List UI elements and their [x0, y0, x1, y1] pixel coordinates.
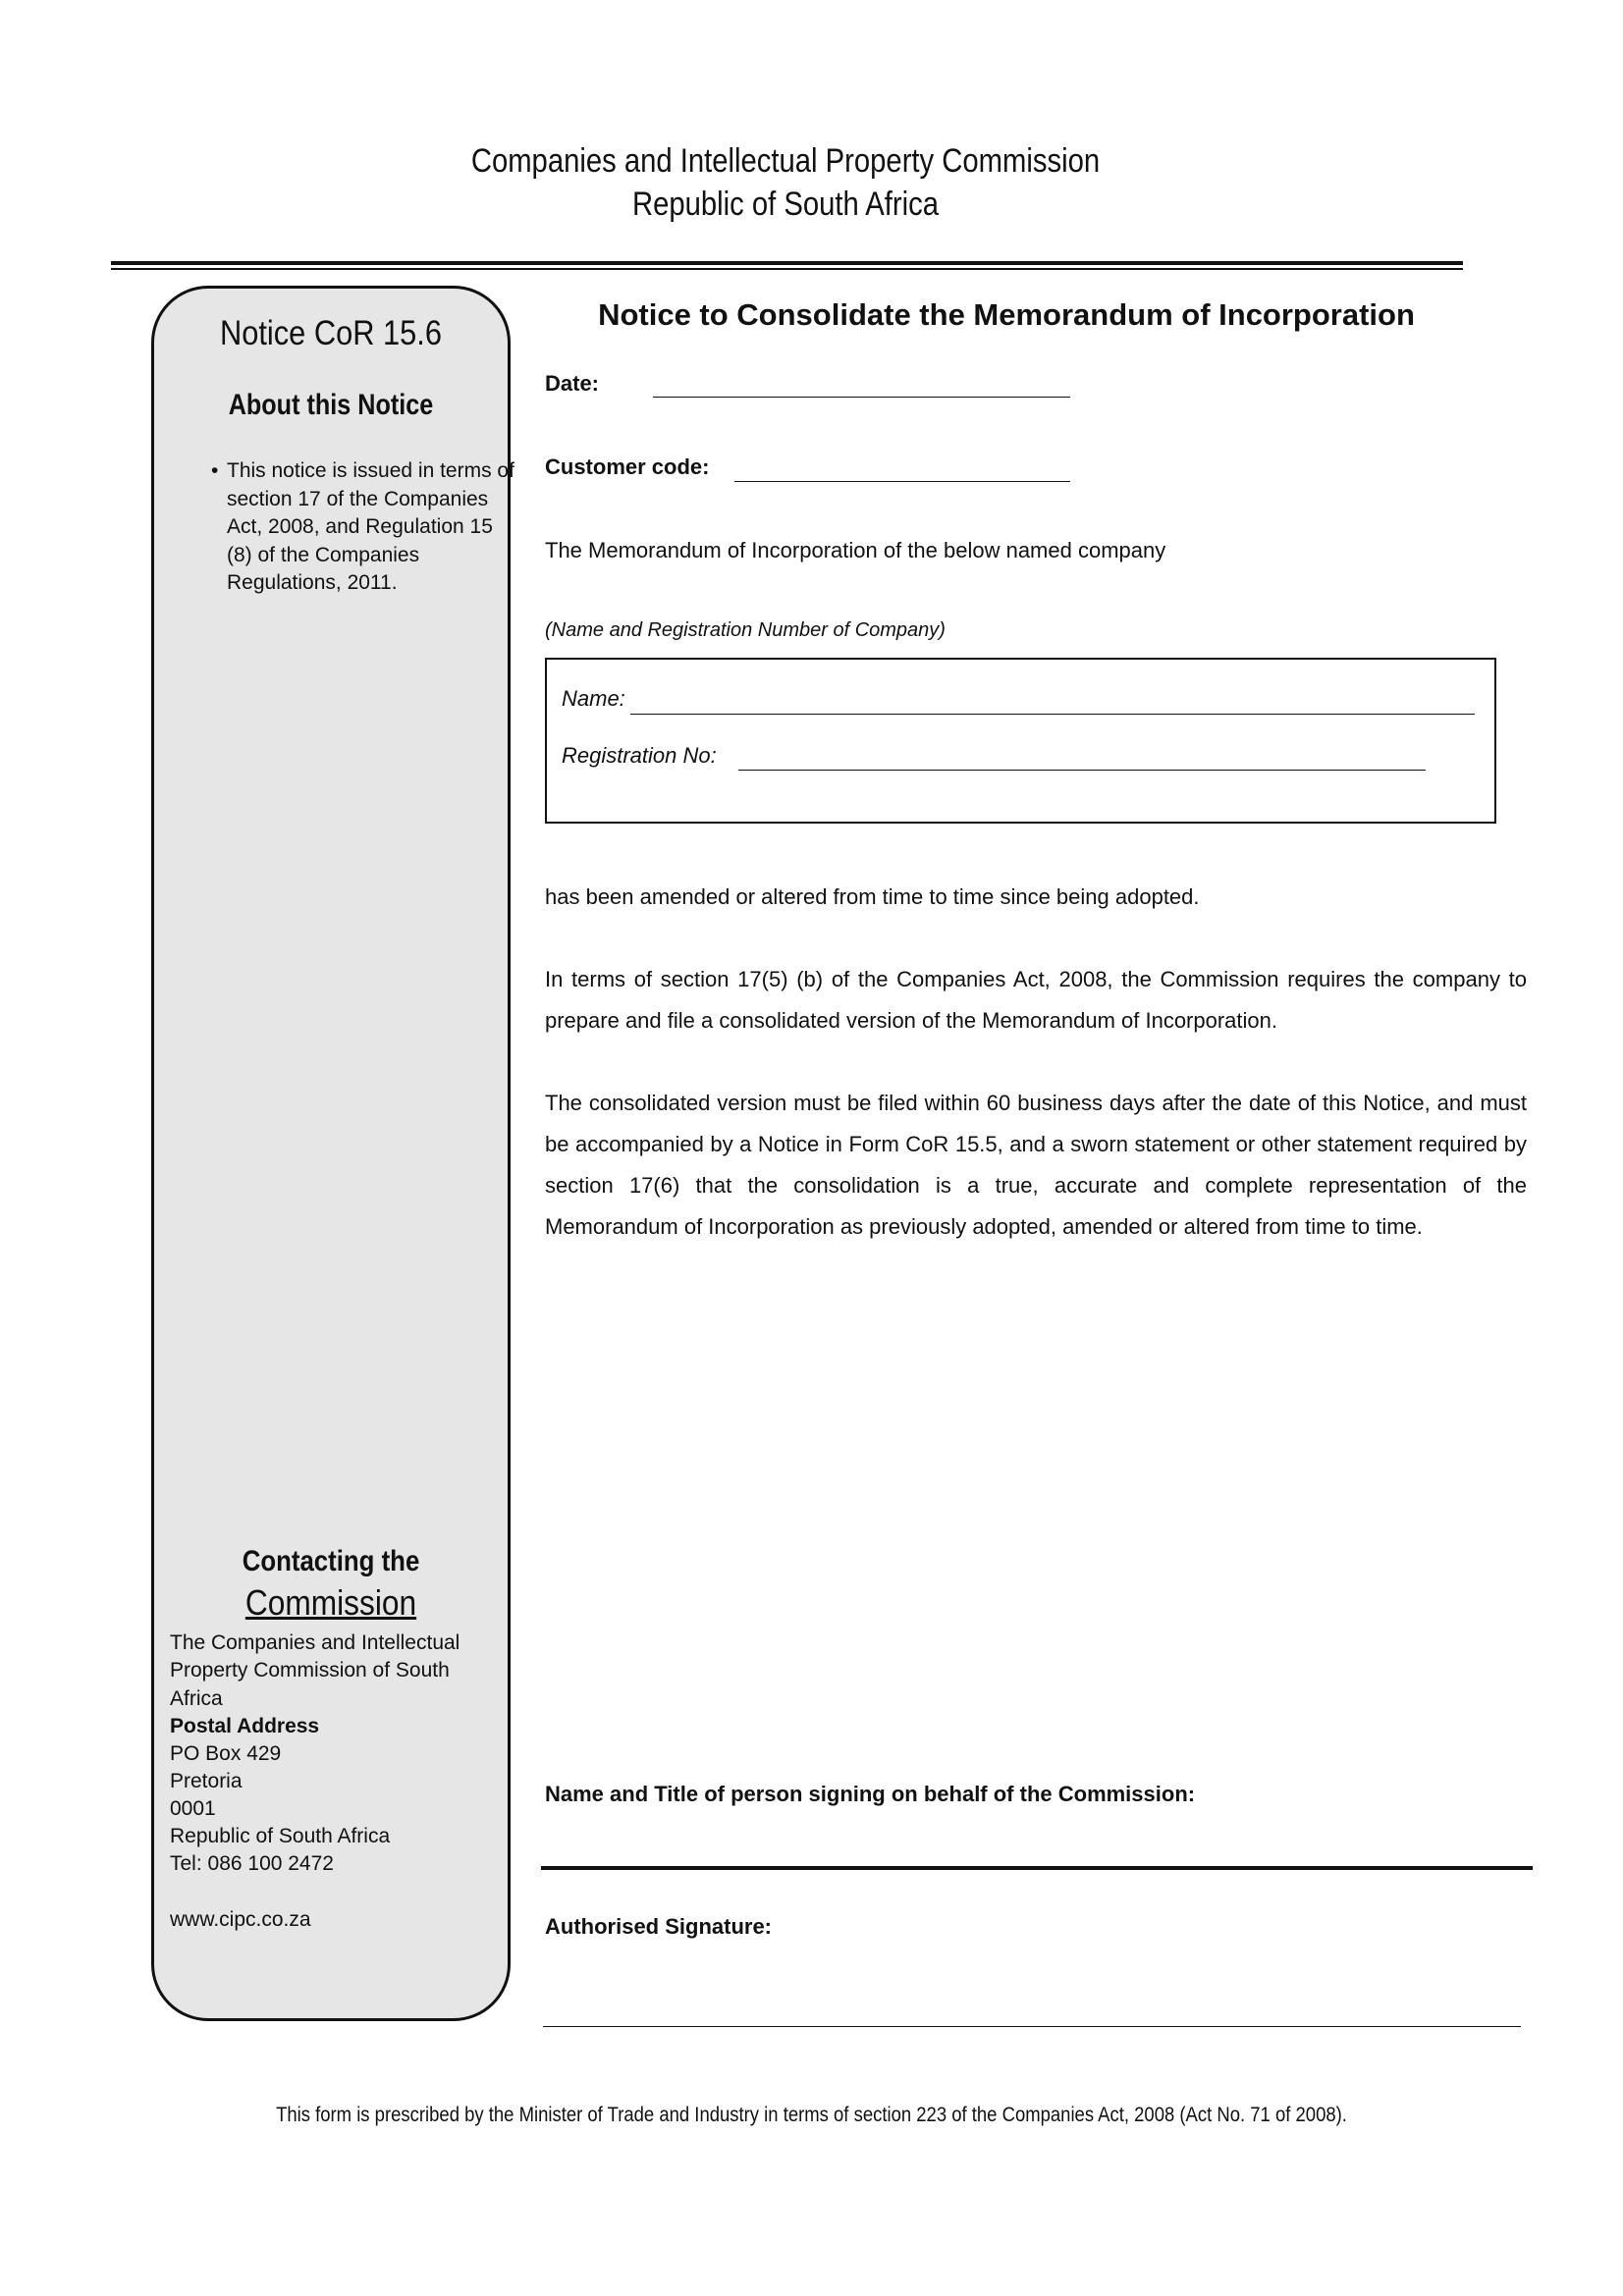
footer-text: This form is prescribed by the Minister of Trade and Industry in terms of section 223 of the Companies Act, 2008 (Act No. 71 of 2008). [276, 2104, 1347, 2126]
date-label: Date: [545, 371, 600, 396]
signer-label: Name and Title of person signing on behalf of the Commission: [545, 1782, 1196, 1806]
signature-label: Authorised Signature: [545, 1914, 773, 1939]
page-title: Notice to Consolidate the Memorandum of Incorporation [598, 297, 1415, 332]
postal-line: Tel: 086 100 2472 [170, 1852, 334, 1875]
notice-title: Notice CoR 15.6 [220, 314, 442, 352]
amended-text: has been amended or altered from time to time since being adopted. [545, 884, 1200, 909]
company-name-label: Name: [562, 686, 625, 711]
contact-heading-commission: Commission [244, 1582, 417, 1623]
header-line-2: Republic of South Africa [631, 186, 940, 223]
customer-code-label: Customer code: [545, 454, 710, 479]
contact-org-line-2: Property Commission of South Africa [170, 1659, 450, 1710]
header-rule-thin [111, 268, 1463, 270]
about-bullet-text: This notice is issued in terms of section 17 of the Companies Act, 2008, and Regulation 15 (8) of the Companies Regulations, 2011. [227, 459, 514, 594]
paragraph-consolidation: The consolidated version must be filed within 60 business days after the date of this Notice, and must be accompanied by a Notice in Form CoR 15.5, and a sworn statement or other statement required by section 17(6) that the consolidation is a true, accurate and complete representation of the Memorandum of Incorporation as previously adopted, amended or altered from time to time. [545, 1091, 1527, 1239]
website-link[interactable]: www.cipc.co.za [170, 1908, 311, 1931]
customer-code-field[interactable] [734, 481, 1070, 482]
about-heading: About this Notice [228, 389, 434, 421]
postal-line: PO Box 429 [170, 1742, 282, 1765]
company-details-box [545, 658, 1496, 824]
sidebar-panel [151, 286, 514, 2021]
registration-label: Registration No: [562, 743, 717, 768]
signer-field[interactable] [541, 1866, 1533, 1870]
registration-field[interactable] [738, 770, 1426, 771]
company-name-field[interactable] [630, 714, 1475, 715]
postal-line: Republic of South Africa [170, 1825, 391, 1847]
paragraph-section-17-5: In terms of section 17(5) (b) of the Companies Act, 2008, the Commission requires the company to prepare and file a consolidated version of the Memorandum of Incorporation. [545, 967, 1527, 1033]
company-note: (Name and Registration Number of Company) [545, 619, 946, 641]
intro-text: The Memorandum of Incorporation of the below named company [545, 538, 1166, 562]
date-field[interactable] [653, 397, 1070, 398]
postal-line: Pretoria [170, 1770, 243, 1792]
about-bullet [211, 457, 525, 634]
contact-org-line-1: The Companies and Intellectual [170, 1631, 460, 1654]
signature-field[interactable] [543, 2026, 1521, 2027]
postal-heading: Postal Address [170, 1715, 320, 1737]
header-line-1: Companies and Intellectual Property Commission [470, 142, 1101, 180]
contact-heading: Contacting the [242, 1545, 420, 1577]
postal-line: 0001 [170, 1797, 216, 1820]
bullet-icon: • [211, 459, 219, 482]
header-rule-thick [111, 261, 1463, 265]
